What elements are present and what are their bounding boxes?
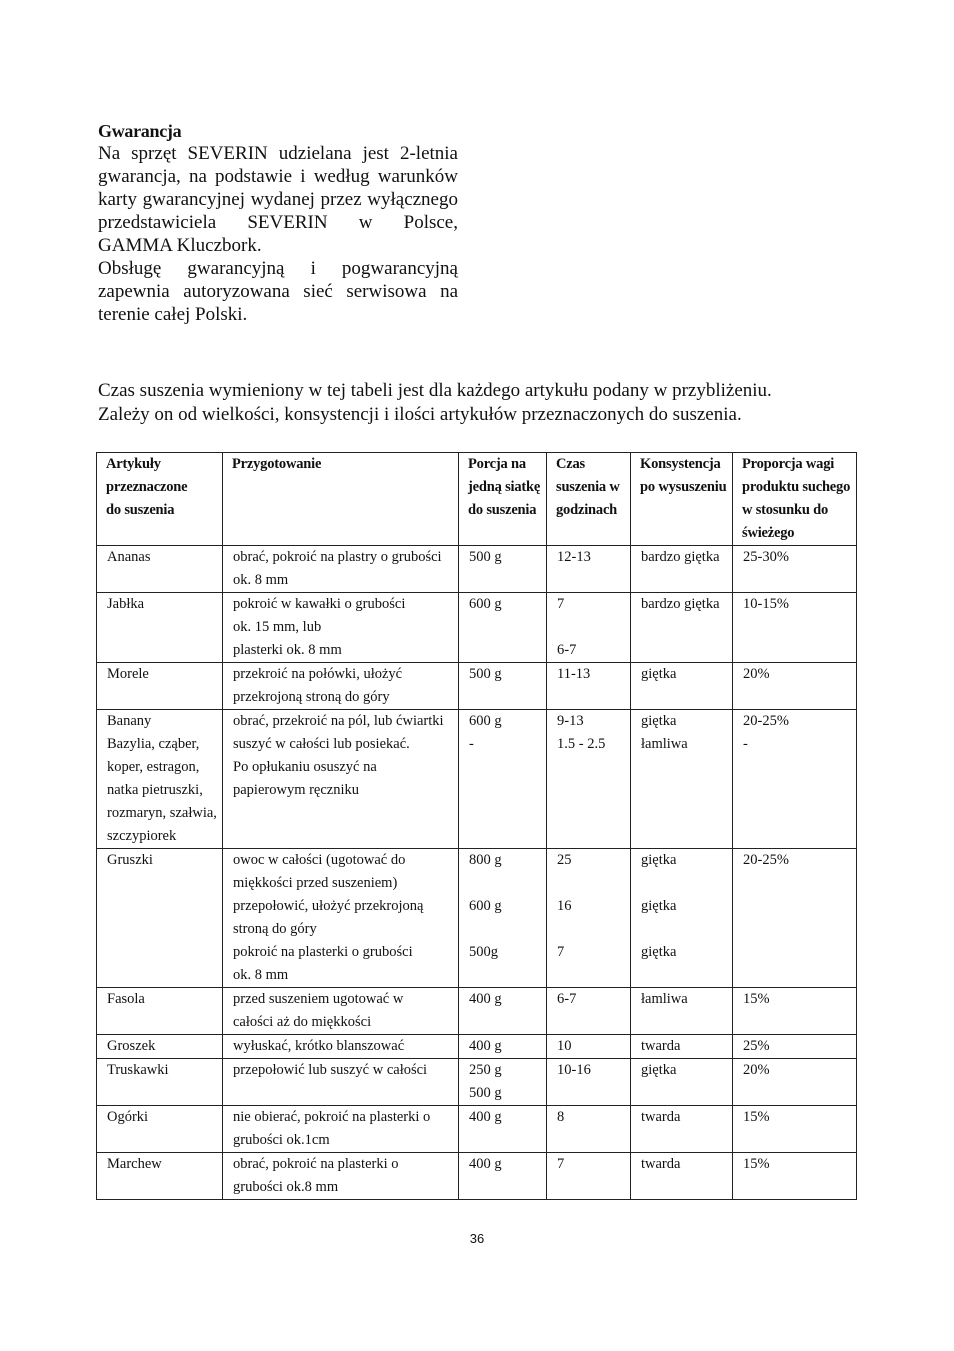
- cell-ratio: 20-25% -: [733, 710, 857, 849]
- cell-consistency: bardzo giętka: [631, 593, 733, 663]
- cell-preparation: obrać, przekroić na pól, lub ćwiartki suszyć w całości lub posiekać. Po opłukaniu osuszyć na papierowym ręczniku: [223, 710, 459, 849]
- cell-time: 8: [547, 1106, 631, 1153]
- cell-preparation: przed suszeniem ugotować w całości aż do miękkości: [223, 988, 459, 1035]
- cell-portion: 400 g: [459, 988, 547, 1035]
- table-header-row: [97, 453, 857, 546]
- cell-ratio: 25-30%: [733, 546, 857, 593]
- cell-time: 9-13 1.5 - 2.5: [547, 710, 631, 849]
- cell-preparation: obrać, pokroić na plasterki o grubości ok.8 mm: [223, 1153, 459, 1200]
- cell-time: 12-13: [547, 546, 631, 593]
- cell-ratio: 15%: [733, 1153, 857, 1200]
- table-row: [97, 1059, 857, 1106]
- cell-portion: 500 g: [459, 663, 547, 710]
- cell-item: Ogórki: [97, 1106, 223, 1153]
- cell-consistency: giętka: [631, 1059, 733, 1106]
- cell-portion: 500 g: [459, 546, 547, 593]
- warranty-paragraph-2: Obsługę gwarancyjną i pogwarancyjną zapewnia autoryzowana sieć serwisowa na terenie całej Polski.: [98, 258, 458, 325]
- cell-portion: 600 g: [459, 593, 547, 663]
- cell-portion: 400 g: [459, 1106, 547, 1153]
- cell-preparation: wyłuskać, krótko blanszować: [223, 1035, 459, 1059]
- intro-line-2: Zależy on od wielkości, konsystencji i ilości artykułów przeznaczonych do suszenia.: [98, 404, 742, 425]
- header-consistency: Konsystencja po wysuszeniu: [631, 453, 733, 546]
- cell-time: 6-7: [547, 988, 631, 1035]
- cell-consistency: twarda: [631, 1153, 733, 1200]
- cell-portion: 800 g 600 g 500g: [459, 849, 547, 988]
- table-row: [97, 988, 857, 1035]
- cell-ratio: 20%: [733, 1059, 857, 1106]
- cell-ratio: 20-25%: [733, 849, 857, 988]
- header-drying-time: Czas suszenia w godzinach: [547, 453, 631, 546]
- page-number: 36: [469, 1231, 485, 1246]
- cell-item: Marchew: [97, 1153, 223, 1200]
- cell-portion: 250 g 500 g: [459, 1059, 547, 1106]
- table-row: [97, 1035, 857, 1059]
- warranty-section: [98, 120, 458, 326]
- cell-item: Fasola: [97, 988, 223, 1035]
- cell-portion: 600 g -: [459, 710, 547, 849]
- cell-portion: 400 g: [459, 1153, 547, 1200]
- table-row: [97, 1106, 857, 1153]
- cell-portion: 400 g: [459, 1035, 547, 1059]
- table-row: [97, 663, 857, 710]
- cell-consistency: twarda: [631, 1106, 733, 1153]
- cell-ratio: 10-15%: [733, 593, 857, 663]
- cell-ratio: 25%: [733, 1035, 857, 1059]
- table-row: [97, 546, 857, 593]
- cell-ratio: 20%: [733, 663, 857, 710]
- cell-item: Banany Bazylia, cząber, koper, estragon, natka pietruszki, rozmaryn, szałwia, szczypiorek: [97, 710, 223, 849]
- table-row: [97, 710, 857, 849]
- cell-preparation: obrać, pokroić na plastry o grubości ok. 8 mm: [223, 546, 459, 593]
- cell-time: 10: [547, 1035, 631, 1059]
- cell-consistency: twarda: [631, 1035, 733, 1059]
- intro-paragraph: [98, 379, 856, 427]
- warranty-title: Gwarancja: [98, 121, 182, 141]
- cell-time: 10-16: [547, 1059, 631, 1106]
- cell-preparation: przekroić na połówki, ułożyć przekrojoną stroną do góry: [223, 663, 459, 710]
- cell-preparation: owoc w całości (ugotować do miękkości przed suszeniem) przepołowić, ułożyć przekrojoną stroną do góry pokroić na plasterki o grubości ok. 8 mm: [223, 849, 459, 988]
- cell-time: 25 16 7: [547, 849, 631, 988]
- drying-table: [96, 452, 857, 1200]
- table-row: [97, 1153, 857, 1200]
- cell-consistency: łamliwa: [631, 988, 733, 1035]
- cell-item: Groszek: [97, 1035, 223, 1059]
- warranty-paragraph-1: Na sprzęt SEVERIN udzielana jest 2-letnia gwarancja, na podstawie i według warunków karty gwarancyjnej wydanej przez wyłącznego przedstawiciela SEVERIN w Polsce, GAMMA Kluczbork.: [98, 143, 458, 256]
- cell-item: Morele: [97, 663, 223, 710]
- cell-preparation: pokroić w kawałki o grubości ok. 15 mm, lub plasterki ok. 8 mm: [223, 593, 459, 663]
- header-items: Artykuły przeznaczone do suszenia: [97, 453, 223, 546]
- header-portion: Porcja na jedną siatkę do suszenia: [459, 453, 547, 546]
- table-row: [97, 849, 857, 988]
- table-row: [97, 593, 857, 663]
- cell-ratio: 15%: [733, 988, 857, 1035]
- cell-consistency: giętka: [631, 663, 733, 710]
- cell-consistency: giętka łamliwa: [631, 710, 733, 849]
- cell-consistency: bardzo giętka: [631, 546, 733, 593]
- cell-ratio: 15%: [733, 1106, 857, 1153]
- header-weight-ratio: Proporcja wagi produktu suchego w stosunku do świeżego: [733, 453, 857, 546]
- cell-item: Gruszki: [97, 849, 223, 988]
- cell-time: 11-13: [547, 663, 631, 710]
- cell-time: 7 6-7: [547, 593, 631, 663]
- cell-item: Jabłka: [97, 593, 223, 663]
- cell-item: Ananas: [97, 546, 223, 593]
- header-preparation: Przygotowanie: [223, 453, 459, 546]
- cell-consistency: giętka giętka giętka: [631, 849, 733, 988]
- cell-preparation: przepołowić lub suszyć w całości: [223, 1059, 459, 1106]
- intro-line-1: Czas suszenia wymieniony w tej tabeli jest dla każdego artykułu podany w przybliżeniu.: [98, 380, 772, 401]
- cell-time: 7: [547, 1153, 631, 1200]
- cell-preparation: nie obierać, pokroić na plasterki o grubości ok.1cm: [223, 1106, 459, 1153]
- cell-item: Truskawki: [97, 1059, 223, 1106]
